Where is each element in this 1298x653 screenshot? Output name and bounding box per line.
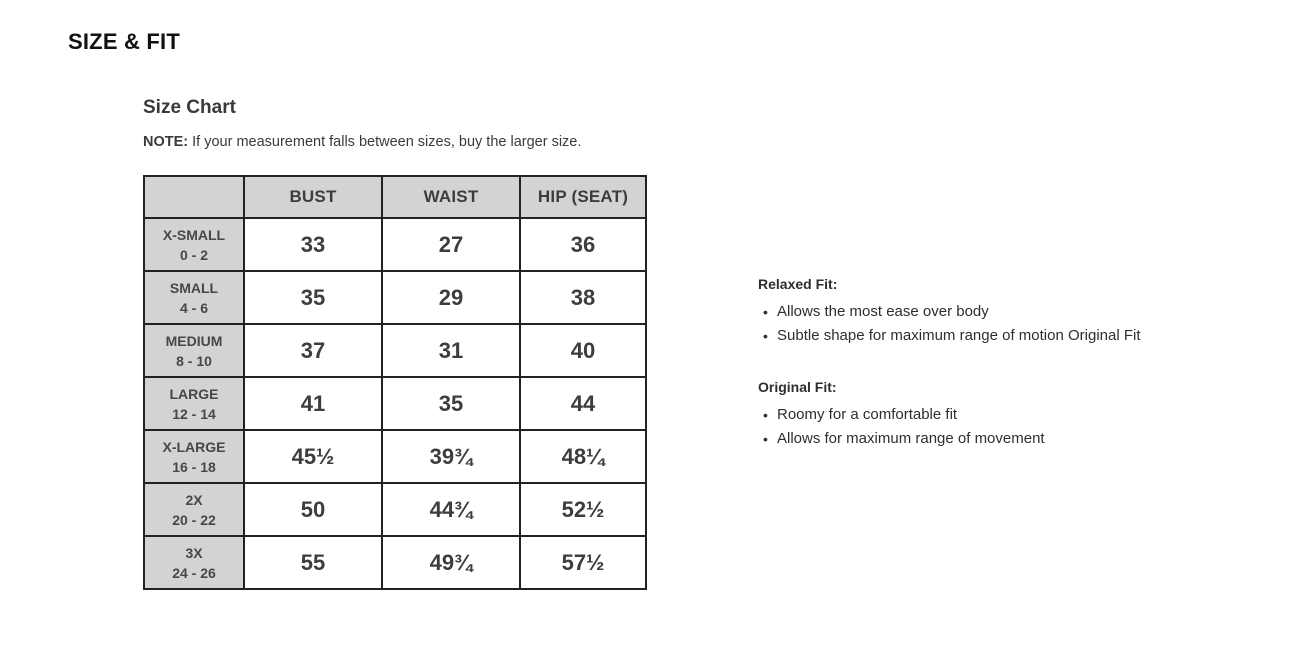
cell-hip: 44 [520, 377, 646, 430]
row-header-xsmall [144, 218, 244, 271]
relaxed-fit-list [758, 300, 1188, 348]
cell-hip: 36 [520, 218, 646, 271]
size-name: LARGE [169, 385, 219, 402]
relaxed-fit-heading: Relaxed Fit: [758, 276, 838, 292]
bullet-icon: • [763, 431, 768, 447]
table-row-xlarge [144, 430, 646, 483]
bullet-icon: • [763, 328, 768, 344]
size-range: 8 - 10 [176, 352, 212, 369]
cell-hip: 57½ [520, 536, 646, 589]
table-row-small [144, 271, 646, 324]
size-range: 20 - 22 [172, 511, 216, 528]
cell-hip: 38 [520, 271, 646, 324]
cell-waist: 29 [382, 271, 520, 324]
note-text: If your measurement falls between sizes, buy the larger size. [188, 134, 582, 150]
size-range: 12 - 14 [172, 405, 216, 422]
original-fit-heading: Original Fit: [758, 379, 837, 395]
size-name: X-SMALL [162, 226, 226, 243]
corner-cell [144, 176, 244, 218]
size-name: 3X [185, 544, 203, 561]
cell-waist: 27 [382, 218, 520, 271]
size-chart-table [143, 175, 647, 590]
original-fit-list [758, 403, 1188, 451]
table-row-3x [144, 536, 646, 589]
cell-bust: 37 [244, 324, 382, 377]
cell-waist: 31 [382, 324, 520, 377]
list-item [758, 300, 1188, 324]
original-fit-block [758, 379, 1188, 451]
cell-bust: 55 [244, 536, 382, 589]
row-header-2x [144, 483, 244, 536]
bullet-text: Subtle shape for maximum range of motion Original Fit [777, 327, 1141, 344]
cell-waist: 35 [382, 377, 520, 430]
bullet-text: Allows for maximum range of movement [777, 430, 1045, 447]
table-row-xsmall [144, 218, 646, 271]
cell-bust: 33 [244, 218, 382, 271]
size-name: MEDIUM [165, 332, 223, 349]
size-range: 4 - 6 [179, 299, 208, 316]
column-header-bust: BUST [244, 176, 382, 218]
cell-bust: 50 [244, 483, 382, 536]
size-range: 0 - 2 [179, 246, 208, 263]
list-item [758, 403, 1188, 427]
list-item [758, 324, 1188, 348]
size-note [143, 134, 581, 150]
column-header-waist: WAIST [382, 176, 520, 218]
row-header-3x [144, 536, 244, 589]
bullet-text: Allows the most ease over body [777, 303, 989, 320]
cell-hip: 52½ [520, 483, 646, 536]
page-title: SIZE & FIT [68, 29, 180, 54]
table-row-medium [144, 324, 646, 377]
row-header-small [144, 271, 244, 324]
table-row-large [144, 377, 646, 430]
cell-hip: 40 [520, 324, 646, 377]
row-header-large [144, 377, 244, 430]
cell-waist: 44¾ [382, 483, 520, 536]
cell-bust: 35 [244, 271, 382, 324]
cell-bust: 45½ [244, 430, 382, 483]
table-row-2x [144, 483, 646, 536]
bullet-icon: • [763, 304, 768, 320]
size-name: 2X [185, 491, 203, 508]
relaxed-fit-block [758, 276, 1188, 348]
cell-hip: 48¼ [520, 430, 646, 483]
bullet-icon: • [763, 407, 768, 423]
column-header-hip: HIP (SEAT) [520, 176, 646, 218]
size-name: X-LARGE [162, 438, 226, 455]
size-range: 16 - 18 [172, 458, 216, 475]
note-label: NOTE: [143, 134, 189, 150]
list-item [758, 427, 1188, 451]
bullet-text: Roomy for a comfortable fit [777, 406, 958, 423]
row-header-xlarge [144, 430, 244, 483]
cell-waist: 39¾ [382, 430, 520, 483]
size-name: SMALL [169, 279, 219, 296]
size-chart-heading: Size Chart [143, 97, 236, 118]
cell-bust: 41 [244, 377, 382, 430]
cell-waist: 49¾ [382, 536, 520, 589]
header-row [144, 176, 646, 218]
size-range: 24 - 26 [172, 564, 216, 581]
row-header-medium [144, 324, 244, 377]
fit-descriptions [758, 276, 1188, 482]
